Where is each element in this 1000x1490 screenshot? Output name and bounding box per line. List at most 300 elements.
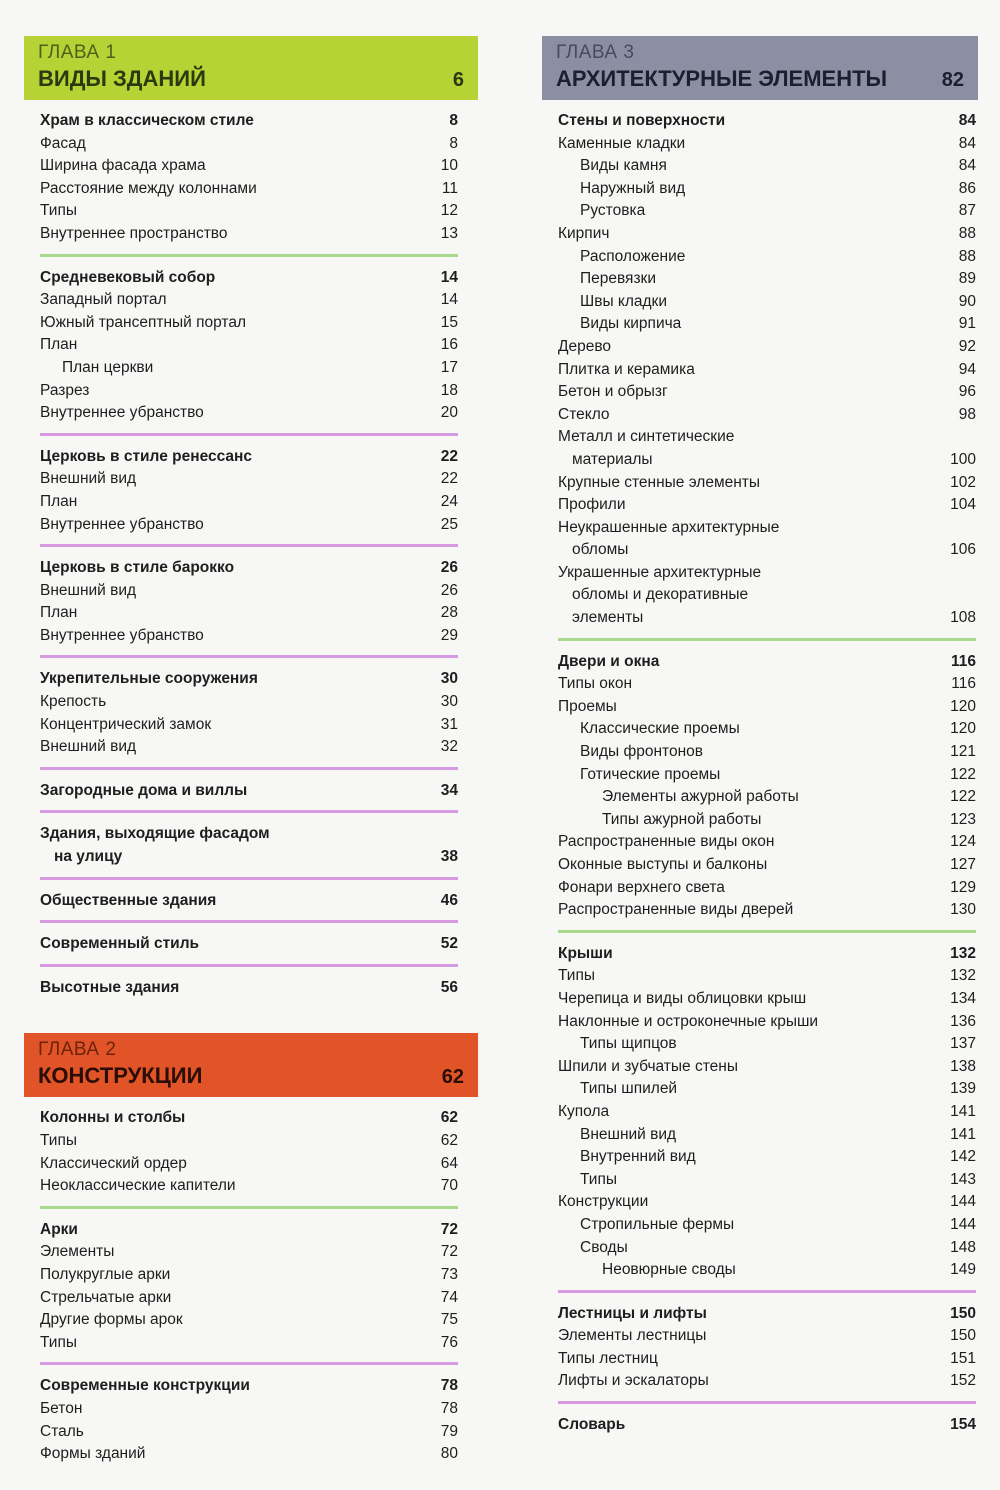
- entry-title: [40, 1421, 424, 1444]
- entry-title: [40, 1264, 424, 1287]
- section-heading: [40, 446, 458, 469]
- toc-entry: [40, 602, 458, 625]
- entry-title: [558, 1146, 942, 1169]
- toc-entry: [558, 786, 976, 809]
- entry-page: 22: [440, 470, 458, 488]
- entry-title: [40, 1309, 424, 1332]
- entry-title: [40, 1153, 424, 1176]
- section-title-line: Крыши: [558, 944, 613, 962]
- entry-page: 149: [950, 1261, 976, 1279]
- entry-page: 25: [440, 515, 458, 533]
- entry-page: 127: [950, 856, 976, 873]
- section-title-line: Высотные здания: [40, 978, 180, 996]
- toc-entry: [558, 200, 976, 223]
- entry-page: 80: [440, 1445, 458, 1463]
- toc-entry: [40, 1130, 458, 1153]
- entry-page: 129: [950, 878, 976, 896]
- chapter-title: КОНСТРУКЦИИ: [38, 1063, 203, 1089]
- entry-title: [558, 1214, 942, 1237]
- entry-title: [558, 764, 942, 787]
- toc-section: [558, 1293, 976, 1404]
- section-page: 154: [950, 1416, 976, 1434]
- entry-page: 102: [950, 473, 976, 491]
- entry-page: 144: [950, 1193, 976, 1211]
- toc-section: [40, 770, 458, 814]
- entry-title-line: Распространенные виды окон: [558, 833, 775, 851]
- section-page: 132: [950, 944, 976, 962]
- entry-title: [558, 696, 942, 719]
- entry-page: 136: [950, 1012, 976, 1030]
- entry-title: [558, 472, 942, 495]
- entry-title: [40, 178, 424, 201]
- toc-entry: [558, 696, 976, 719]
- section-heading: [40, 977, 458, 1000]
- entry-title: [40, 625, 424, 648]
- entry-page: 148: [950, 1238, 976, 1256]
- toc-section: [558, 1404, 976, 1445]
- entry-page: 24: [440, 492, 458, 510]
- entry-page: 73: [440, 1265, 458, 1283]
- entry-title-line: Формы зданий: [40, 1445, 146, 1463]
- entry-title-line: Внутреннее убранство: [40, 515, 204, 533]
- entry-title: [558, 517, 942, 562]
- section-title-line: Колонны и столбы: [40, 1109, 186, 1127]
- chapter-page: 62: [441, 1066, 464, 1089]
- entry-title: [40, 200, 424, 223]
- entry-title: [558, 854, 942, 877]
- entry-title: [40, 736, 424, 759]
- entry-page: 122: [950, 765, 976, 783]
- entry-title: [558, 246, 942, 269]
- toc-entry: [558, 133, 976, 156]
- entry-page: 121: [950, 743, 976, 761]
- entry-page: 64: [440, 1154, 458, 1172]
- entry-title: [40, 491, 424, 514]
- entry-title-line: Бетон: [40, 1399, 83, 1417]
- entry-title: [558, 809, 942, 832]
- entry-title-line: Элементы лестницы: [558, 1327, 707, 1345]
- chapter-3-header: [542, 36, 978, 100]
- toc-entry: [558, 562, 976, 630]
- toc-entry: [40, 1287, 458, 1310]
- entry-title-line: Классические проемы: [580, 720, 740, 738]
- entry-title: [40, 1443, 424, 1466]
- section-title-line: на улицу: [54, 848, 123, 866]
- toc-entry: [40, 625, 458, 648]
- toc-entry: [40, 468, 458, 491]
- entry-title: [558, 381, 942, 404]
- entry-page: 16: [440, 336, 458, 354]
- chapter-2-header: [24, 1033, 478, 1097]
- entry-title-line: Рустовка: [580, 202, 646, 220]
- toc-entry: [40, 1175, 458, 1198]
- section-heading: [40, 933, 458, 956]
- entry-title-line: Шпили и зубчатые стены: [558, 1057, 738, 1075]
- entry-title: [558, 1056, 942, 1079]
- entry-title: [558, 155, 942, 178]
- toc-entry: [40, 155, 458, 178]
- entry-title-line: Внешний вид: [40, 581, 137, 599]
- entry-page: 143: [950, 1170, 976, 1188]
- entry-title-line: Южный трансептный портал: [40, 313, 247, 331]
- chapter-title: ВИДЫ ЗДАНИЙ: [38, 66, 206, 91]
- toc-entry: [558, 1348, 976, 1371]
- entry-title: [40, 1241, 424, 1264]
- entry-page: 152: [950, 1372, 976, 1390]
- entry-title-line: Типы лестниц: [558, 1349, 658, 1367]
- entry-title-line: Сталь: [40, 1422, 84, 1440]
- toc-entry: [558, 381, 976, 404]
- section-page: 56: [440, 978, 458, 996]
- entry-page: 88: [958, 247, 976, 265]
- toc-entry: [558, 1259, 976, 1282]
- toc-entry: [558, 1011, 976, 1034]
- toc-entry: [558, 988, 976, 1011]
- toc-entry: [558, 1078, 976, 1101]
- section-title: [40, 267, 424, 290]
- section-heading: [558, 110, 976, 133]
- entry-title-line: Типы: [558, 967, 595, 985]
- entry-page: 15: [440, 313, 458, 331]
- section-heading: [40, 267, 458, 290]
- entry-title-line: Крепость: [40, 693, 107, 711]
- section-page: 26: [440, 559, 458, 577]
- section-page: 84: [958, 112, 976, 129]
- entry-title-line: Расстояние между колоннами: [40, 179, 257, 197]
- section-title: [558, 1414, 942, 1437]
- entry-page: 90: [958, 292, 976, 310]
- chapter-title: АРХИТЕКТУРНЫЕ ЭЛЕМЕНТЫ: [556, 66, 888, 91]
- section-page: 72: [440, 1220, 458, 1238]
- entry-title: [558, 741, 942, 764]
- entry-title: [40, 714, 424, 737]
- section-title: [558, 943, 942, 966]
- section-page: 38: [440, 848, 458, 866]
- section-title-line: Двери и окна: [558, 652, 660, 670]
- toc-entry: [558, 854, 976, 877]
- toc-entry: [558, 155, 976, 178]
- toc-entry: [40, 1398, 458, 1421]
- entry-page: 8: [449, 134, 458, 152]
- section-page: 150: [950, 1304, 976, 1322]
- entry-page: 132: [950, 967, 976, 985]
- toc-entry: [558, 1056, 976, 1079]
- toc-entry: [558, 809, 976, 832]
- entry-page: 26: [440, 581, 458, 599]
- entry-page: 75: [440, 1311, 458, 1329]
- entry-title: [558, 178, 942, 201]
- entry-title-line: Типы щипцов: [580, 1035, 677, 1053]
- entry-title-line: обломы: [572, 541, 629, 559]
- entry-title-line: Внешний вид: [40, 470, 137, 488]
- section-heading: [40, 823, 458, 868]
- section-title: [40, 823, 424, 868]
- toc-entry: [558, 494, 976, 517]
- entry-page: 92: [958, 337, 976, 355]
- chapter-label: ГЛАВА 1: [38, 42, 117, 63]
- entry-title-line: Бетон и обрызг: [558, 383, 668, 401]
- section-title-line: Здания, выходящие фасадом: [40, 825, 270, 843]
- toc-entry: [40, 312, 458, 335]
- entry-title-line: Типы: [580, 1170, 617, 1188]
- entry-title-line: Внешний вид: [40, 738, 137, 756]
- entry-title-line: Фасад: [40, 134, 86, 152]
- entry-title: [558, 1348, 942, 1371]
- toc-entry: [558, 404, 976, 427]
- toc-entry: [558, 1124, 976, 1147]
- toc-entry: [558, 673, 976, 696]
- entry-page: 89: [958, 270, 976, 288]
- toc-section: [40, 880, 458, 924]
- entry-title: [40, 334, 424, 357]
- entry-title-line: Неоклассические капители: [40, 1177, 236, 1195]
- entry-title-line: Элементы: [40, 1243, 115, 1261]
- entry-title: [558, 133, 942, 156]
- entry-page: 134: [950, 989, 976, 1007]
- toc-section: [40, 1365, 458, 1473]
- entry-page: 137: [950, 1035, 976, 1053]
- entry-page: 139: [950, 1080, 976, 1098]
- toc-entry: [40, 289, 458, 312]
- entry-title: [558, 877, 942, 900]
- entry-title-line: Своды: [580, 1238, 628, 1256]
- section-page: 62: [440, 1109, 458, 1127]
- entry-page: 122: [950, 788, 976, 806]
- section-title: [558, 1303, 942, 1326]
- toc-entry: [40, 714, 458, 737]
- entry-title-line: Оконные выступы и балконы: [558, 856, 768, 873]
- entry-title-line: Распространенные виды дверей: [558, 901, 794, 919]
- entry-title: [40, 155, 424, 178]
- entry-title: [40, 402, 424, 425]
- section-title-line: Загородные дома и виллы: [40, 781, 248, 799]
- section-title-line: Средневековый собор: [40, 268, 216, 286]
- entry-page: 28: [440, 604, 458, 622]
- entry-title: [40, 380, 424, 403]
- toc-entry: [558, 313, 976, 336]
- entry-title-line: Дерево: [558, 337, 612, 355]
- entry-page: 86: [958, 179, 976, 197]
- chapter-label: ГЛАВА 3: [556, 42, 635, 63]
- entry-page: 29: [440, 626, 458, 644]
- toc-entry: [40, 1309, 458, 1332]
- entry-title-line: обломы и декоративные: [572, 586, 749, 604]
- entry-title-line: элементы: [572, 609, 644, 627]
- entry-title-line: Виды фронтонов: [580, 743, 704, 761]
- entry-title-line: Ширина фасада храма: [40, 157, 206, 175]
- entry-title: [558, 1325, 942, 1348]
- entry-title: [558, 673, 942, 696]
- entry-page: 142: [950, 1148, 976, 1166]
- entry-title-line: материалы: [572, 450, 653, 468]
- section-title: [558, 110, 942, 133]
- toc-entry: [40, 1241, 458, 1264]
- toc-entry: [558, 1101, 976, 1124]
- entry-page: 32: [440, 738, 458, 756]
- entry-title-line: Перевязки: [580, 270, 657, 288]
- entry-title-line: Неукрашенные архитектурные: [558, 518, 780, 536]
- toc-entry: [40, 223, 458, 246]
- entry-title-line: Стекло: [558, 405, 610, 423]
- section-heading: [558, 1303, 976, 1326]
- left-column: [24, 36, 478, 1474]
- entry-title-line: Наклонные и остроконечные крыши: [558, 1012, 819, 1030]
- toc-entry: [558, 877, 976, 900]
- entry-page: 76: [440, 1333, 458, 1351]
- entry-page: 18: [440, 381, 458, 399]
- section-page: 52: [440, 935, 458, 953]
- entry-title-line: Внешний вид: [580, 1125, 677, 1143]
- entry-title-line: План: [40, 336, 78, 354]
- entry-title-line: Виды кирпича: [580, 315, 682, 333]
- section-title: [40, 890, 424, 913]
- section-title-line: Стены и поверхности: [558, 112, 726, 129]
- entry-title: [40, 357, 424, 380]
- entry-title: [558, 291, 942, 314]
- section-title-line: Церковь в стиле барокко: [40, 559, 235, 577]
- right-column: [542, 36, 978, 1445]
- entry-title: [558, 1169, 942, 1192]
- entry-page: 74: [440, 1288, 458, 1306]
- entry-title: [558, 359, 942, 382]
- entry-title: [558, 1078, 942, 1101]
- entry-title: [558, 336, 942, 359]
- section-page: 116: [950, 652, 976, 670]
- entry-title: [40, 1287, 424, 1310]
- entry-title-line: Каменные кладки: [558, 134, 686, 152]
- toc-entry: [40, 200, 458, 223]
- toc-entry: [558, 223, 976, 246]
- toc-entry: [40, 1153, 458, 1176]
- entry-page: 12: [440, 202, 458, 220]
- entry-title: [40, 468, 424, 491]
- entry-title: [40, 580, 424, 603]
- entry-page: 88: [958, 224, 976, 242]
- entry-title: [558, 268, 942, 291]
- entry-page: 120: [950, 720, 976, 738]
- toc-section: [40, 436, 458, 547]
- toc-entry: [558, 291, 976, 314]
- entry-page: 84: [958, 134, 976, 152]
- toc-entry: [40, 357, 458, 380]
- entry-page: 70: [440, 1177, 458, 1195]
- entry-title: [558, 1191, 942, 1214]
- entry-title-line: Проемы: [558, 697, 617, 715]
- section-title-line: Лестницы и лифты: [558, 1304, 707, 1322]
- toc-entry: [40, 1332, 458, 1355]
- entry-title-line: План: [40, 604, 78, 622]
- entry-title-line: Лифты и эскалаторы: [558, 1372, 709, 1390]
- entry-title-line: Фонари верхнего света: [558, 878, 725, 896]
- toc-entry: [40, 514, 458, 537]
- entry-page: 150: [950, 1327, 976, 1345]
- entry-title: [40, 133, 424, 156]
- toc-entry: [40, 334, 458, 357]
- entry-title-line: Швы кладки: [580, 292, 667, 310]
- entry-page: 72: [440, 1243, 458, 1261]
- section-heading: [558, 1414, 976, 1437]
- toc-entry: [40, 1264, 458, 1287]
- section-title: [40, 933, 424, 956]
- entry-page: 10: [440, 157, 458, 175]
- entry-title-line: Элементы ажурной работы: [602, 788, 799, 806]
- entry-page: 11: [441, 179, 458, 197]
- entry-page: 84: [958, 157, 976, 175]
- entry-page: 87: [958, 202, 976, 220]
- toc-section: [40, 547, 458, 658]
- toc-entry: [40, 1421, 458, 1444]
- entry-title: [40, 289, 424, 312]
- entry-title: [558, 1237, 942, 1260]
- entry-title-line: Виды камня: [580, 157, 667, 175]
- entry-title: [558, 562, 942, 630]
- toc-entry: [558, 764, 976, 787]
- entry-title: [558, 1370, 942, 1393]
- section-title-line: Современный стиль: [40, 935, 200, 953]
- entry-title-line: Украшенные архитектурные: [558, 563, 762, 581]
- entry-page: 30: [440, 693, 458, 711]
- toc-entry: [40, 402, 458, 425]
- toc-entry: [558, 965, 976, 988]
- toc-entry: [558, 268, 976, 291]
- section-heading: [40, 780, 458, 803]
- section-title: [40, 557, 424, 580]
- entry-page: 116: [951, 675, 976, 693]
- entry-title: [40, 1332, 424, 1355]
- entry-title-line: Кирпич: [558, 224, 610, 242]
- entry-page: 78: [440, 1399, 458, 1417]
- toc-entry: [558, 741, 976, 764]
- entry-title: [558, 988, 942, 1011]
- entry-page: 144: [950, 1215, 976, 1233]
- entry-title: [558, 1033, 942, 1056]
- section-heading: [40, 557, 458, 580]
- toc-entry: [40, 1443, 458, 1466]
- entry-title-line: Другие формы арок: [40, 1311, 183, 1329]
- toc-section: [40, 813, 458, 879]
- toc-entry: [558, 359, 976, 382]
- section-title-line: Церковь в стиле ренессанс: [40, 447, 253, 465]
- chapter-1-header: [24, 36, 478, 100]
- chapter-2-contents: [24, 1097, 478, 1473]
- toc-section: [40, 967, 458, 1008]
- chapter-1-contents: [24, 100, 478, 1007]
- section-page: 46: [440, 891, 458, 909]
- section-heading: [40, 110, 458, 133]
- section-page: 14: [440, 268, 458, 286]
- entry-title-line: Крупные стенные элементы: [558, 473, 761, 491]
- section-heading: [558, 651, 976, 674]
- entry-title: [40, 691, 424, 714]
- entry-title: [40, 514, 424, 537]
- section-page: 22: [440, 447, 458, 465]
- toc-section: [558, 933, 976, 1293]
- toc-entry: [558, 1214, 976, 1237]
- entry-title-line: Типы: [40, 1132, 77, 1149]
- entry-page: 13: [440, 224, 458, 242]
- section-title: [40, 977, 424, 1000]
- toc-entry: [558, 246, 976, 269]
- entry-page: 141: [950, 1125, 976, 1143]
- entry-page: 124: [950, 833, 976, 851]
- section-page: 8: [449, 112, 458, 129]
- entry-title: [558, 313, 942, 336]
- entry-title-line: Классический ордер: [40, 1154, 187, 1172]
- entry-page: 130: [950, 901, 976, 919]
- entry-title-line: Полукруглые арки: [40, 1265, 171, 1283]
- chapter-page: 6: [452, 69, 464, 91]
- entry-page: 79: [440, 1422, 458, 1440]
